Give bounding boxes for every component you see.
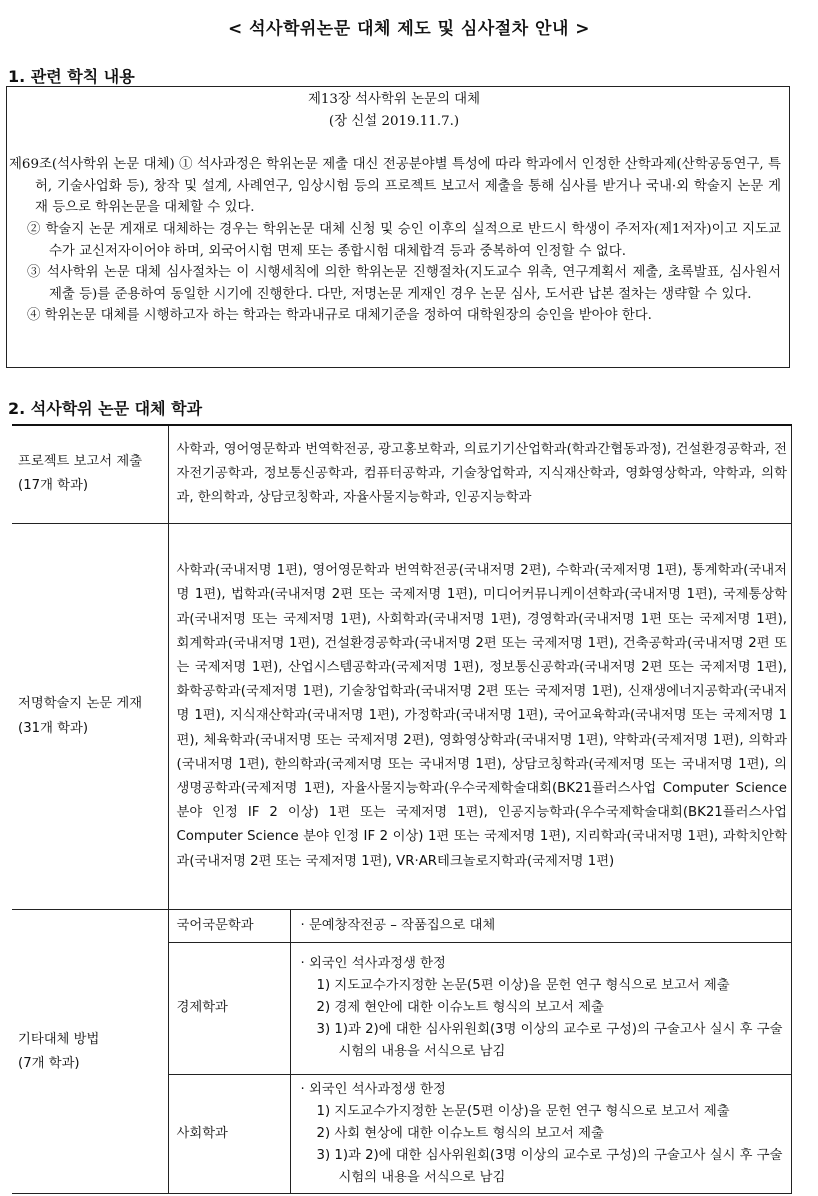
- method-step: 2) 사회 현상에 대한 이슈노트 형식의 보고서 제출: [316, 1125, 604, 1141]
- method-step: 1) 지도교수가지정한 논문(5편 이상)을 문헌 연구 형식으로 보고서 제출: [316, 1103, 730, 1119]
- regulation-box: [6, 86, 790, 368]
- section-heading-regulations: 1. 관련 학칙 내용: [8, 67, 135, 86]
- sub-department-name: 국어국문학과: [168, 910, 290, 942]
- chapter-title: 제13장 석사학위 논문의 대체: [307, 92, 481, 107]
- section-heading-departments: 2. 석사학위 논문 대체 학과: [8, 399, 203, 418]
- table-row: [12, 523, 792, 910]
- table-row: [12, 910, 792, 942]
- method-step: 2) 경제 현안에 대한 이슈노트 형식의 보고서 제출: [316, 1000, 604, 1016]
- method-step: 3) 1)과 2)에 대한 심사위원회(3명 이상의 교수로 구성)의 구술고사 실시 후 구술시험의 내용을 서식으로 남김: [316, 1147, 783, 1185]
- category-label: 프로젝트 보고서 제출 (17개 학과): [12, 425, 168, 523]
- sub-department-name: 사회학과: [168, 1074, 290, 1193]
- substitute-method: · 외국인 석사과정생 한정 1) 지도교수가지정한 논문(5편 이상)을 문헌 연구 형식으로 보고서 제출 2) 사회 현상에 대한 이슈노트 형식의 보고서 제출 3) 1)과 2)에 대한 심사위원회(3명 이상의 교수로 구성)의 구술고사 실시 후 구술시험의 내용을 서식으로 남김: [290, 1074, 792, 1193]
- substitute-method: · 외국인 석사과정생 한정 1) 지도교수가지정한 논문(5편 이상)을 문헌 연구 형식으로 보고서 제출 2) 경제 현안에 대한 이슈노트 형식의 보고서 제출 3) 1)과 2)에 대한 심사위원회(3명 이상의 교수로 구성)의 구술고사 실시 후 구술시험의 내용을 서식으로 남김: [290, 942, 792, 1074]
- document-title: < 석사학위논문 대체 제도 및 심사절차 안내 >: [227, 19, 591, 39]
- department-table: [12, 424, 792, 1194]
- category-label: 저명학술지 논문 게재 (31개 학과): [12, 523, 168, 910]
- department-list: 사학과, 영어영문학과 번역학전공, 광고홍보학과, 의료기기산업학과(학과간협동과정), 건설환경공학과, 전자전기공학과, 정보통신공학과, 컴퓨터공학과, 기술창업학과, 지식재산학과, 영화영상학과, 약학과, 의학과, 한의학과, 상담코칭학과, 자율사물지능학과, 인공지능학과: [168, 425, 792, 523]
- sub-department-name: 경제학과: [168, 942, 290, 1074]
- department-list: 사학과(국내저명 1편), 영어영문학과 번역학전공(국내저명 2편), 수학과(국제저명 1편), 통계학과(국내저명 1편), 법학과(국내저명 2편 또는 국제저명 1편), 미디어커뮤니케이션학과(국내저명 1편), 국제통상학과(국내저명 또는 국제저명 1편), 사회학과(국내저명 1편), 경영학과(국내저명 1편 또는 국제저명 1편), 회계학과(국내저명 1편), 건설환경공학과(국내저명 2편 또는 국제저명 1편), 건축공학과(국내저명 2편 또는 국제저명 1편), 산업시스템공학과(국제저명 1편), 정보통신공학과(국내저명 2편 또는 국제저명 1편), 화학공학과(국제저명 1편), 기술창업학과(국내저명 2편 또는 국제저명 1편), 신재생에너지공학과(국내저명 1편), 지식재산학과(국내저명 1편), 가정학과(국내저명 1편), 국어교육학과(국내저명 또는 국제저명 1편), 체육학과(국내저명 또는 국제저명 2편), 영화영상학과(국내저명 1편), 약학과(국제저명 1편), 의학과(국내저명 1편), 한의학과(국제저명 또는 국내저명 1편), 상담코칭학과(국제저명 또는 국내저명 1편), 의생명공학과(국제저명 1편), 자율사물지능학과(우수국제학술대회(BK21플러스사업 Computer Science 분야 인정 IF 2 이상) 1편 또는 국제저명 1편), 인공지능학과(우수국제학술대회(BK21플러스사업 Computer Science 분야 인정 IF 2 이상) 1편 또는 국제저명 1편), 지리학과(국내저명 1편), 과학치안학과(국내저명 2편 또는 국제저명 1편), VR·AR테크놀로지학과(국제저명 1편): [168, 523, 792, 910]
- chapter-note: (장 신설 2019.11.7.): [328, 113, 460, 129]
- substitute-method: · 문예창작전공 – 작품집으로 대체: [290, 910, 792, 942]
- article-paragraph: ③ 석사학위 논문 대체 심사절차는 이 시행세칙에 의한 학위논문 진행절차(지도교수 위촉, 연구계획서 제출, 초록발표, 심사원서 제출 등)를 준용하여 동일한 시기에 진행한다. 다만, 저명논문 게재인 경우 논문 심사, 도서관 납본 절차는 생략할 수 있다.: [27, 265, 781, 302]
- article-paragraph: ④ 학위논문 대체를 시행하고자 하는 학과는 학과내규로 대체기준을 정하여 대학원장의 승인을 받아야 한다.: [27, 308, 652, 324]
- article-paragraph: ② 학술지 논문 게재로 대체하는 경우는 학위논문 대체 신청 및 승인 이후의 실적으로 반드시 학생이 주저자(제1저자)이고 지도교수가 교신저자이어야 하며, 외국어시험 면제 또는 종합시험 대체합격 등과 중복하여 인정할 수 없다.: [27, 221, 781, 259]
- table-row: [12, 425, 792, 523]
- method-step: 1) 지도교수가지정한 논문(5편 이상)을 문헌 연구 형식으로 보고서 제출: [316, 978, 730, 994]
- article-69: 제69조(석사학위 논문 대체) ① 석사과정은 학위논문 제출 대신 전공분야별 특성에 따라 학과에서 인정한 산학과제(산학공동연구, 특허, 기술사업화 등), 창작 및 설계, 사례연구, 임상시험 등의 프로젝트 보고서 제출을 통해 심사를 받거나 국내·외 학술지 논문 게재 등으로 학위논문을 대체할 수 있다.: [9, 157, 781, 216]
- method-step: 3) 1)과 2)에 대한 심사위원회(3명 이상의 교수로 구성)의 구술고사 실시 후 구술시험의 내용을 서식으로 남김: [316, 1022, 783, 1060]
- category-label: 기타대체 방법 (7개 학과): [12, 910, 168, 1194]
